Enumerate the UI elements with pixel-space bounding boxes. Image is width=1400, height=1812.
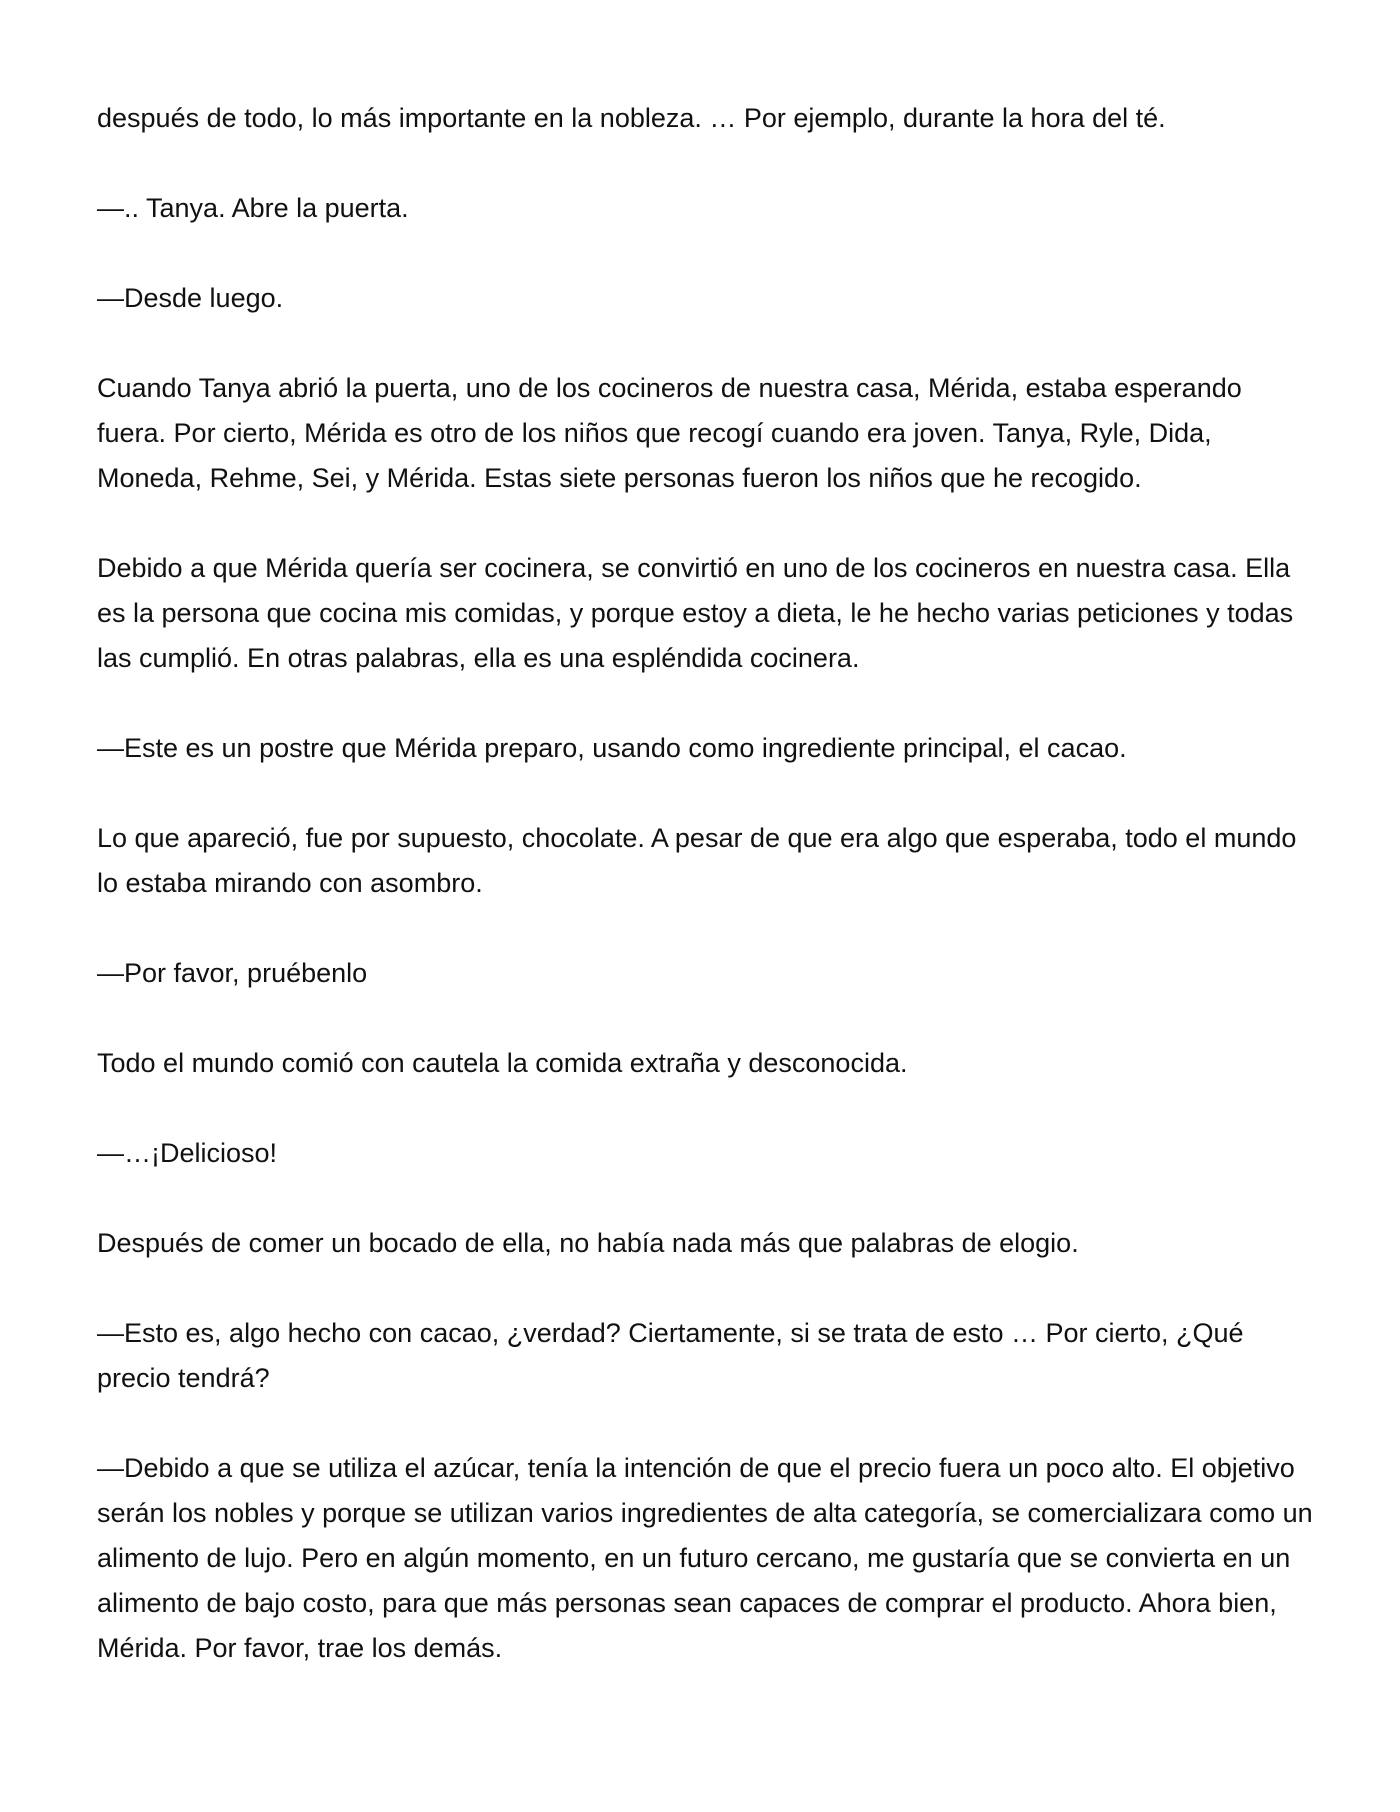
paragraph-9: Todo el mundo comió con cautela la comida extraña y desconocida. bbox=[97, 1048, 908, 1078]
paragraph-3: —Desde luego. bbox=[97, 283, 284, 313]
paragraph-7: Lo que apareció, fue por supuesto, chocolate. A pesar de que era algo que esperaba, todo el mundo lo estaba mirando con asombro. bbox=[97, 823, 1297, 898]
paragraph-12: —Esto es, algo hecho con cacao, ¿verdad? Ciertamente, si se trata de esto … Por cierto, ¿Qué precio tendrá? bbox=[97, 1318, 1244, 1393]
paragraph-11: Después de comer un bocado de ella, no había nada más que palabras de elogio. bbox=[97, 1228, 1079, 1258]
paragraph-2: —.. Tanya. Abre la puerta. bbox=[97, 193, 409, 223]
paragraph-8: —Por favor, pruébenlo bbox=[97, 958, 368, 988]
paragraph-4: Cuando Tanya abrió la puerta, uno de los cocineros de nuestra casa, Mérida, estaba esperando fuera. Por cierto, Mérida es otro de los niños que recogí cuando era joven. Tanya, Ryle, Dida, Moneda, Rehme, Sei, y Mérida. Estas siete personas fueron los niños que he recogido. bbox=[97, 373, 1242, 493]
document-page bbox=[97, 96, 1317, 1671]
paragraph-1: después de todo, lo más importante en la nobleza. … Por ejemplo, durante la hora del té. bbox=[97, 103, 1166, 133]
paragraph-10: —…¡Delicioso! bbox=[97, 1138, 278, 1168]
paragraph-5: Debido a que Mérida quería ser cocinera, se convirtió en uno de los cocineros en nuestra casa. Ella es la persona que cocina mis comidas, y porque estoy a dieta, le he hecho varias peticiones y todas las cumplió. En otras palabras, ella es una espléndida cocinera. bbox=[97, 553, 1294, 673]
paragraph-6: —Este es un postre que Mérida preparo, usando como ingrediente principal, el cacao. bbox=[97, 733, 1127, 763]
paragraph-13: —Debido a que se utiliza el azúcar, tenía la intención de que el precio fuera un poco alto. El objetivo serán los nobles y porque se utilizan varios ingredientes de alta categoría, se comercializara como un alimento de lujo. Pero en algún momento, en un futuro cercano, me gustaría que se convierta en un alimento de bajo costo, para que más personas sean capaces de comprar el producto. Ahora bien, Mérida. Por favor, trae los demás. bbox=[97, 1453, 1313, 1663]
